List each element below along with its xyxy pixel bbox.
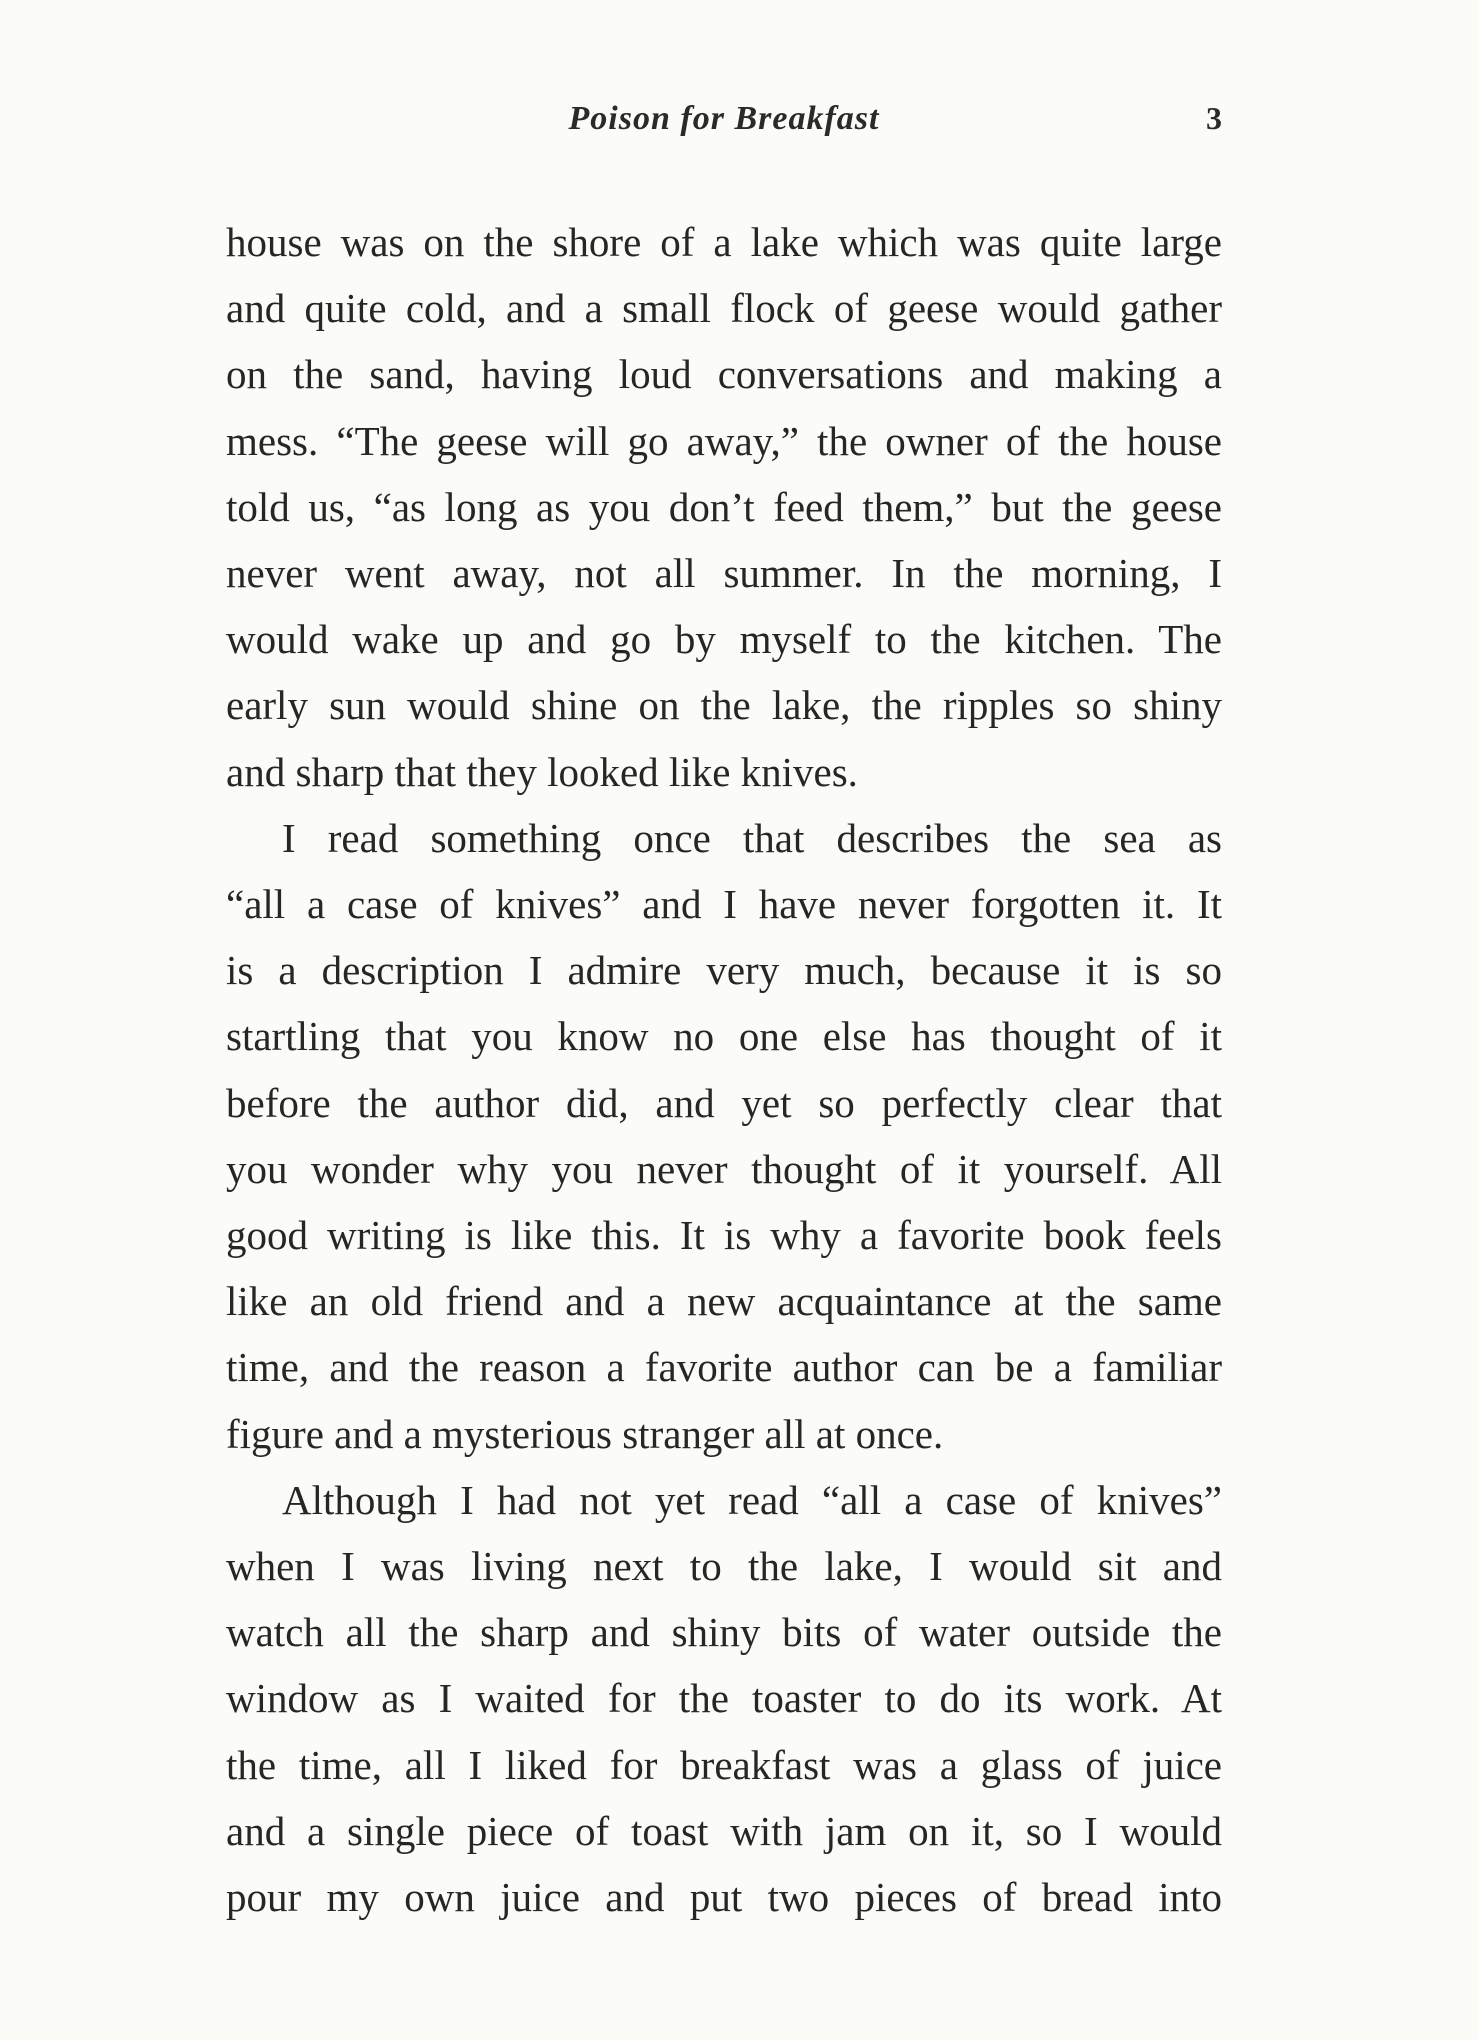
text-line: house was on the shore of a lake which was quite large <box>226 219 1222 265</box>
text-line: window as I waited for the toaster to do its work. At <box>226 1675 1222 1722</box>
text-line: time, and the reason a favorite author can be a familiar <box>226 1344 1222 1391</box>
body-text <box>226 209 1222 1930</box>
text-line: never went away, not all summer. In the morning, I <box>226 550 1222 597</box>
text-line: watch all the sharp and shiny bits of water outside the <box>226 1609 1222 1656</box>
text-line: Although I had not yet read “all a case of knives” <box>282 1476 1222 1523</box>
page-number: 3 <box>1206 100 1222 136</box>
running-title: Poison for Breakfast <box>568 100 880 137</box>
text-line: when I was living next to the lake, I would sit and <box>226 1543 1222 1590</box>
text-line: would wake up and go by myself to the kitchen. The <box>226 616 1222 663</box>
text-line: before the author did, and yet so perfectly clear that <box>226 1079 1222 1126</box>
text-line: and quite cold, and a small flock of geese would gather <box>226 285 1222 332</box>
text-line: “all a case of knives” and I have never forgotten it. It <box>226 881 1222 928</box>
text-line: is a description I admire very much, because it is so <box>226 947 1222 994</box>
text-line: mess. “The geese will go away,” the owner of the house <box>226 417 1222 464</box>
text-line: early sun would shine on the lake, the ripples so shiny <box>226 682 1222 729</box>
text-line: figure and a mysterious stranger all at once. <box>226 1410 944 1457</box>
text-line: told us, “as long as you don’t feed them,” but the geese <box>226 483 1222 530</box>
text-line: startling that you know no one else has thought of it <box>226 1013 1222 1060</box>
text-line: pour my own juice and put two pieces of bread into <box>226 1874 1222 1921</box>
text-line: you wonder why you never thought of it yourself. All <box>226 1145 1222 1192</box>
text-line: good writing is like this. It is why a favorite book feels <box>226 1212 1222 1259</box>
text-line: and a single piece of toast with jam on it, so I would <box>226 1807 1222 1854</box>
paragraph-2 <box>226 805 1222 1467</box>
text-line: I read something once that describes the sea as <box>282 814 1222 861</box>
paragraph-1 <box>226 209 1222 805</box>
paragraph-3 <box>226 1467 1222 1930</box>
text-line: on the sand, having loud conversations and making a <box>226 351 1222 398</box>
text-line: and sharp that they looked like knives. <box>226 748 858 795</box>
text-line: the time, all I liked for breakfast was a glass of juice <box>226 1741 1222 1788</box>
text-line: like an old friend and a new acquaintance at the same <box>226 1278 1222 1325</box>
running-head <box>226 100 1222 148</box>
